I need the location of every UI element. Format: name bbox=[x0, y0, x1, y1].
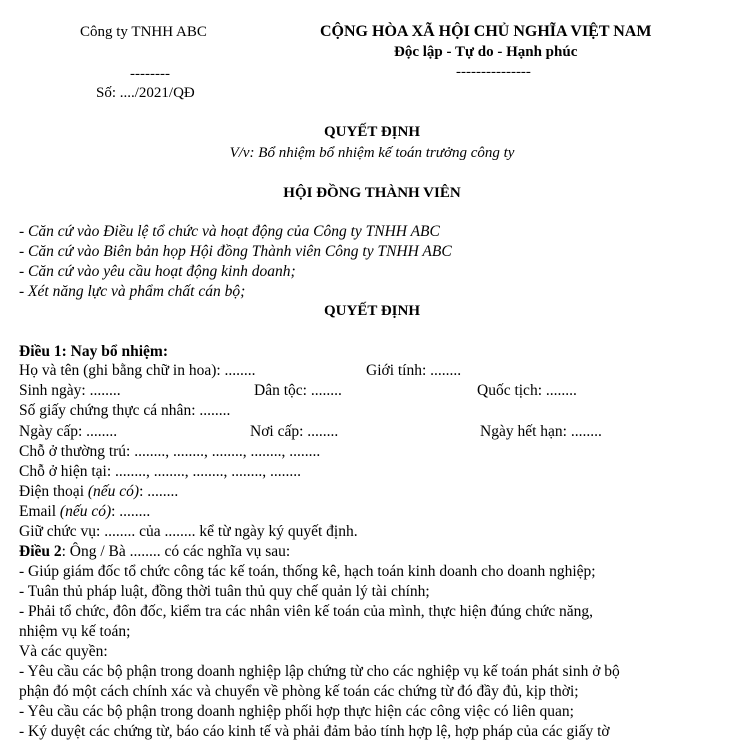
email-value: : ........ bbox=[111, 503, 151, 520]
article-2-intro: : Ông / Bà ........ có các nghĩa vụ sau: bbox=[61, 543, 291, 560]
field-full-name: Họ và tên (ghi bằng chữ in hoa): ........ bbox=[19, 362, 256, 379]
duty-item: nhiệm vụ kế toán; bbox=[19, 623, 131, 640]
phone-value: : ........ bbox=[139, 483, 179, 500]
basis-item: - Căn cứ vào Biên bản họp Hội đồng Thành viên Công ty TNHH ABC bbox=[19, 243, 452, 260]
email-note: (nếu có) bbox=[59, 503, 112, 520]
duty-item: - Tuân thủ pháp luật, đồng thời tuân thủ quy chế quản lý tài chính; bbox=[19, 583, 430, 600]
right-item: phận đó một cách chính xác và chuyển về phòng kế toán các chứng từ đó đầy đủ, kịp thời; bbox=[19, 683, 579, 700]
field-gender: Giới tính: ........ bbox=[366, 362, 462, 379]
article-1-heading: Điều 1: Nay bổ nhiệm: bbox=[19, 343, 168, 360]
duty-item: - Giúp giám đốc tổ chức công tác kế toán, thống kê, hạch toán kinh doanh cho doanh nghiệp; bbox=[19, 563, 596, 580]
email-label: Email bbox=[19, 503, 60, 520]
document-subject: V/v: Bổ nhiệm bổ nhiệm kế toán trưởng công ty bbox=[229, 145, 515, 161]
right-item: - Ký duyệt các chứng từ, báo cáo kinh tế và phải đảm bảo tính hợp lệ, hợp pháp của các giấy tờ bbox=[19, 723, 610, 740]
national-motto: Độc lập - Tự do - Hạnh phúc bbox=[394, 44, 578, 60]
article-2-heading bbox=[19, 543, 290, 561]
nation-title: CỘNG HÒA XÃ HỘI CHỦ NGHĨA VIỆT NAM bbox=[320, 23, 652, 40]
field-dob: Sinh ngày: ........ bbox=[19, 382, 121, 399]
issuing-body: HỘI ĐỒNG THÀNH VIÊN bbox=[283, 185, 461, 201]
duty-item: - Phải tổ chức, đôn đốc, kiểm tra các nhân viên kế toán của mình, thực hiện đúng chức năng, bbox=[19, 603, 593, 620]
phone-note: (nếu có) bbox=[87, 483, 140, 500]
right-item: - Yêu cầu các bộ phận trong doanh nghiệp lập chứng từ cho các nghiệp vụ kế toán phát sinh ở bộ bbox=[19, 663, 620, 680]
field-email bbox=[19, 503, 150, 521]
field-current-address: Chỗ ở hiện tại: ........, ........, ........, ........, ........ bbox=[19, 463, 302, 480]
field-ethnicity: Dân tộc: ........ bbox=[254, 382, 342, 399]
right-item: - Yêu cầu các bộ phận trong doanh nghiệp phối hợp thực hiện các công việc có liên quan; bbox=[19, 703, 574, 720]
divider-right: --------------- bbox=[456, 64, 531, 80]
divider-left: -------- bbox=[130, 66, 170, 82]
document-number: Số: ..../2021/QĐ bbox=[96, 85, 195, 101]
phone-label: Điện thoại bbox=[19, 483, 88, 500]
field-issue-date: Ngày cấp: ........ bbox=[19, 423, 118, 440]
field-phone bbox=[19, 483, 178, 501]
rights-heading: Và các quyền: bbox=[19, 643, 108, 660]
company-name: Công ty TNHH ABC bbox=[80, 24, 207, 40]
basis-item: - Căn cứ vào yêu cầu hoạt động kinh doanh; bbox=[19, 263, 296, 280]
field-expiry-date: Ngày hết hạn: ........ bbox=[480, 423, 602, 440]
field-issue-place: Nơi cấp: ........ bbox=[250, 423, 339, 440]
article-2-label: Điều 2 bbox=[19, 543, 62, 560]
field-permanent-address: Chỗ ở thường trú: ........, ........, ........, ........, ........ bbox=[19, 443, 321, 460]
field-position: Giữ chức vụ: ........ của ........ kể từ ngày ký quyết định. bbox=[19, 523, 358, 540]
basis-item: - Xét năng lực và phẩm chất cán bộ; bbox=[19, 283, 246, 300]
field-id-number: Số giấy chứng thực cá nhân: ........ bbox=[19, 402, 231, 419]
basis-item: - Căn cứ vào Điều lệ tổ chức và hoạt động của Công ty TNHH ABC bbox=[19, 223, 440, 240]
document-title: QUYẾT ĐỊNH bbox=[324, 124, 420, 140]
decision-heading: QUYẾT ĐỊNH bbox=[324, 303, 420, 319]
field-nationality: Quốc tịch: ........ bbox=[477, 382, 577, 399]
